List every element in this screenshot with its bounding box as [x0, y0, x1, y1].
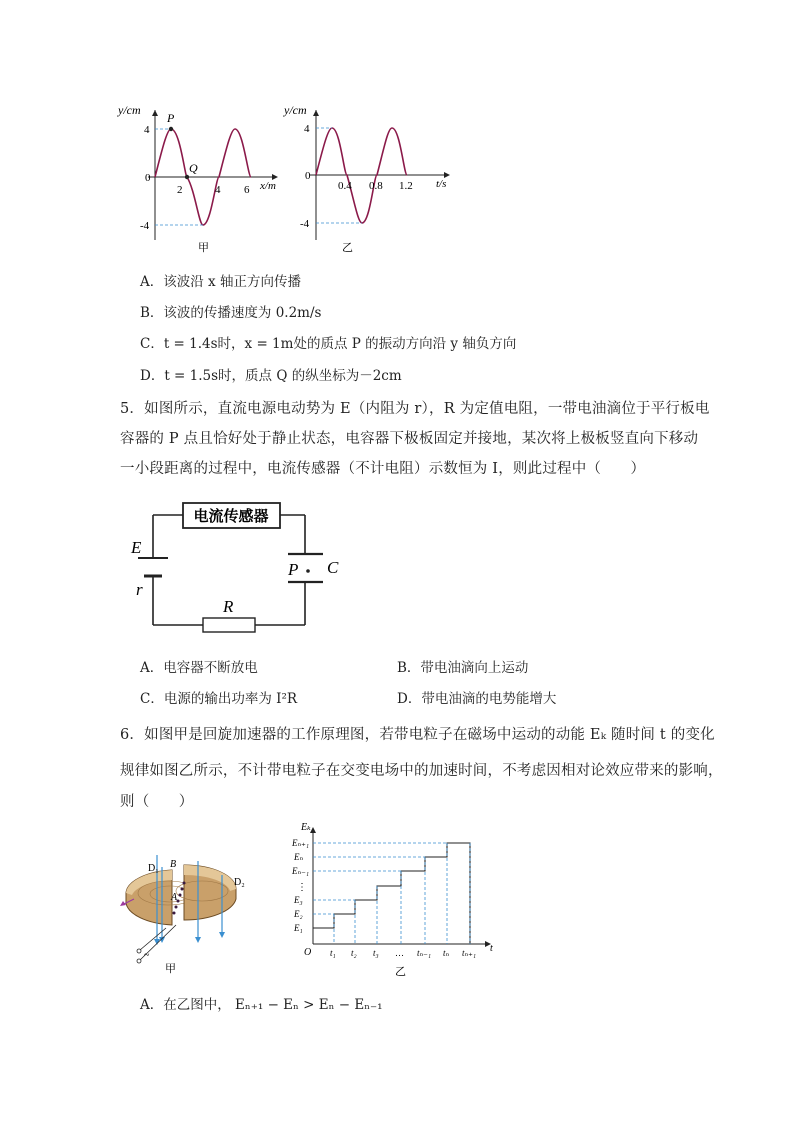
axis-x-label: t/s [436, 178, 447, 190]
tick-x-0.4: 0.4 [338, 180, 352, 192]
tick-ellipsis-horizontal: … [395, 948, 404, 958]
point-q-label: Q [189, 161, 198, 175]
q4-option-a: A．该波沿 x 轴正方向传播 [140, 274, 301, 290]
graph-caption: 乙 [395, 966, 406, 978]
graph-caption: 乙 [342, 242, 353, 254]
oil-drop [306, 569, 310, 573]
q6-option-a: A．在乙图中， Eₙ₊₁ − Eₙ > Eₙ − Eₙ₋₁ [140, 997, 383, 1013]
tick-x-2: 2 [177, 184, 183, 196]
tick-t1: t₁ [330, 948, 336, 958]
axis-y-label: Eₖ [301, 822, 311, 833]
tick-e-n-plus-1: Eₙ₊₁ [292, 838, 310, 848]
wave-graph-yi [278, 100, 468, 255]
energy-time-graph [280, 818, 505, 983]
circuit-diagram [120, 495, 360, 640]
current-sensor-label: 电流传感器 [193, 509, 269, 525]
point-p-label: P [288, 560, 299, 579]
tick-x-4: 4 [215, 184, 221, 196]
tick-e1: E₁ [294, 923, 303, 933]
cyclotron-diagram [110, 845, 270, 980]
point-q-marker [185, 175, 189, 179]
q4-option-b: B．该波的传播速度为 0.2m/s [140, 305, 322, 321]
tick-x-6: 6 [244, 184, 250, 196]
tick-y-4: 4 [144, 124, 150, 136]
axis-y-label: y/cm [284, 103, 307, 117]
tick-t-n-minus-1: tₙ₋₁ [417, 948, 432, 958]
internal-resistance-label: r [136, 580, 143, 599]
q5-option-b: B．带电油滴向上运动 [397, 660, 529, 676]
tick-e-n-minus-1: Eₙ₋₁ [292, 866, 310, 876]
tick-x-0.8: 0.8 [369, 180, 383, 192]
q5-option-a: A．电容器不断放电 [140, 660, 258, 676]
tick-y-0: 0 [145, 172, 151, 184]
tick-e-n: Eₙ [294, 852, 304, 862]
tick-y-neg4: -4 [140, 220, 150, 232]
q6-stem-line-3: 则（ ） [120, 794, 194, 810]
emf-label: E [131, 538, 142, 557]
q6-stem-line-2: 规律如图乙所示，不计带电粒子在交变电场中的加速时间，不考虑因相对论效应带来的影响， [120, 763, 723, 779]
q5-option-c: C．电源的输出功率为 I²R [140, 691, 298, 707]
q5-stem-line-3: 一小段距离的过程中，电流传感器（不计电阻）示数恒为 I，则此过程中（ ） [120, 461, 646, 477]
q5-stem-line-2: 容器的 P 点且恰好处于静止状态，电容器下极板固定并接地，某次将上极板竖直向下移动 [120, 431, 699, 447]
q5-option-d: D．带电油滴的电势能增大 [397, 691, 557, 707]
a-label: A [171, 892, 178, 903]
tick-x-1.2: 1.2 [399, 180, 413, 192]
d2-label: D₂ [234, 877, 245, 888]
capacitor-label: C [327, 558, 339, 577]
point-p-marker [169, 127, 173, 131]
tick-y-0: 0 [305, 170, 311, 182]
q5-stem-line-1: 5．如图所示，直流电源电动势为 E（内阻为 r），R 为定值电阻，一带电油滴位于平行板电 [120, 401, 710, 417]
tick-t-n-plus-1: tₙ₊₁ [462, 948, 477, 958]
tick-t2: t₂ [351, 948, 357, 958]
ac-source-label: ~ [144, 950, 150, 961]
b-field-label: B [170, 859, 177, 870]
tick-y-4: 4 [304, 123, 310, 135]
q6-stem-line-1: 6．如图甲是回旋加速器的工作原理图，若带电粒子在磁场中运动的动能 Eₖ 随时间 t 的变化 [120, 727, 715, 743]
resistor-label: R [223, 597, 234, 616]
axis-y-label: y/cm [118, 103, 141, 117]
q4-option-c: C．t = 1.4s时，x = 1m处的质点 P 的振动方向沿 y 轴负方向 [140, 336, 517, 352]
tick-y-neg4: -4 [300, 218, 310, 230]
origin-label: O [304, 947, 312, 958]
tick-t3: t₃ [373, 948, 379, 958]
tick-e2: E₂ [294, 909, 303, 919]
tick-e3: E₃ [294, 895, 303, 905]
energy-steps [313, 843, 470, 944]
axis-x-label: t [490, 943, 493, 954]
resistor [203, 618, 255, 632]
graph-caption: 甲 [198, 242, 209, 254]
wave-graph-jia [110, 100, 290, 255]
tick-ellipsis-vertical: ⋮ [297, 882, 307, 893]
q4-option-d: D．t = 1.5s时，质点 Q 的纵坐标为－2cm [140, 368, 402, 384]
point-p-label: P [167, 111, 175, 125]
d1-label: D₁ [148, 863, 159, 874]
figure-caption: 甲 [165, 963, 176, 975]
axis-x-label: x/m [260, 180, 276, 192]
tick-t-n: tₙ [443, 948, 450, 958]
